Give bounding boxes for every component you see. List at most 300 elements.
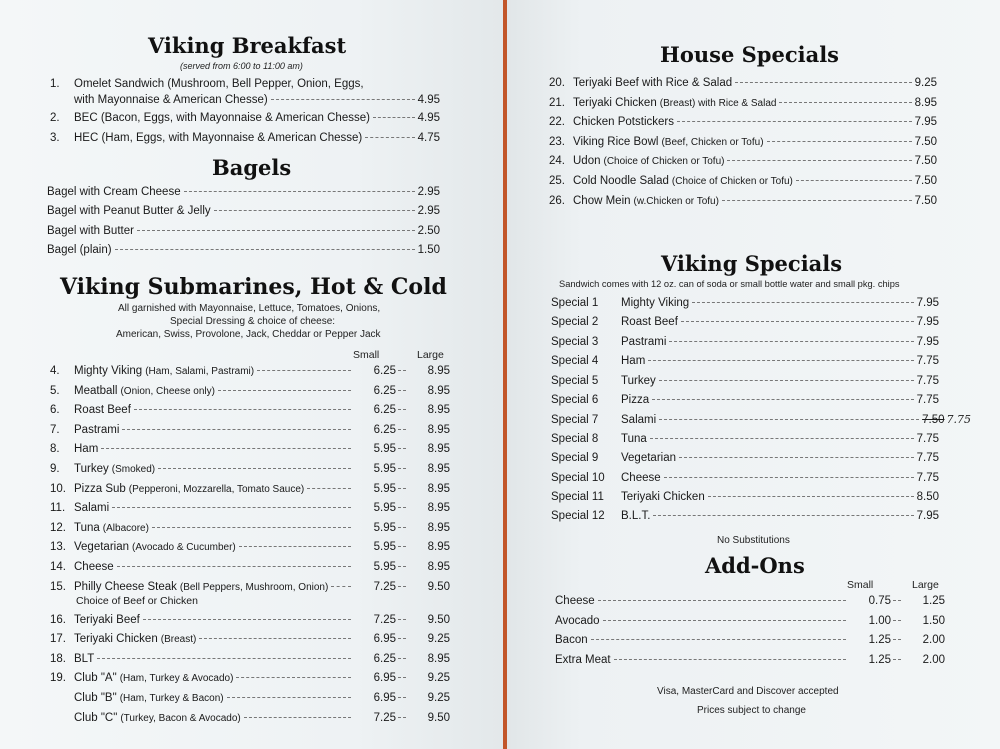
leader-dots bbox=[97, 658, 351, 659]
item-price: 7.50 bbox=[914, 135, 937, 148]
item-name: Club "B" bbox=[74, 692, 117, 704]
leader-dots bbox=[659, 380, 914, 381]
item-number: 5. bbox=[50, 384, 60, 397]
price-large: 8.95 bbox=[427, 652, 450, 665]
special-number: Special 6 bbox=[551, 394, 599, 406]
price-small: 7.25 bbox=[373, 711, 396, 724]
sub-item bbox=[50, 404, 450, 420]
cards-accepted: Visa, MasterCard and Discover accepted bbox=[657, 686, 839, 697]
item-number: 20. bbox=[549, 77, 565, 89]
house-item bbox=[549, 136, 937, 152]
item-number: 22. bbox=[549, 116, 565, 129]
item-price: 2.50 bbox=[417, 224, 440, 237]
item-price: 7.75 bbox=[916, 394, 939, 406]
price-large: 9.25 bbox=[427, 633, 450, 646]
leader-dots bbox=[893, 659, 901, 660]
item-number: 25. bbox=[549, 175, 565, 187]
menu-right-page bbox=[507, 0, 1000, 749]
item-number: 26. bbox=[549, 194, 565, 207]
leader-dots bbox=[708, 496, 914, 497]
price-large: 8.95 bbox=[427, 404, 450, 417]
sub-item bbox=[50, 541, 450, 557]
price-large: 8.95 bbox=[427, 423, 450, 436]
price-small: 1.00 bbox=[868, 614, 891, 627]
leader-dots bbox=[398, 638, 406, 639]
leader-dots bbox=[692, 302, 913, 303]
item-price: 7.50 bbox=[914, 155, 937, 168]
item-name: Pastrami bbox=[74, 423, 120, 436]
leader-dots bbox=[398, 658, 406, 659]
sub-item bbox=[50, 424, 450, 440]
item-number: 4. bbox=[50, 365, 60, 377]
breakfast-item bbox=[50, 132, 440, 148]
item-number: 17. bbox=[50, 633, 66, 646]
item-desc: (Pepperoni, Mozzarella, Tomato Sauce) bbox=[128, 483, 305, 495]
item-number: 6. bbox=[50, 404, 60, 417]
price-large: 2.00 bbox=[922, 653, 945, 666]
item-desc: (Bell Peppers, Mushroom, Onion) bbox=[179, 581, 329, 593]
leader-dots bbox=[184, 191, 415, 192]
item-number: 9. bbox=[50, 463, 60, 475]
leader-dots bbox=[137, 230, 415, 231]
leader-dots bbox=[669, 341, 913, 342]
price-small: 5.95 bbox=[373, 541, 396, 554]
item-desc: (Albacore) bbox=[102, 522, 149, 534]
item-name: Omelet Sandwich (Mushroom, Bell Pepper, Onion, Eggs, bbox=[74, 78, 364, 90]
item-name: Cheese bbox=[555, 595, 595, 607]
item-price: 7.50 bbox=[914, 194, 937, 207]
item-price: 7.75 bbox=[916, 355, 939, 368]
addons-col-small: Small bbox=[847, 579, 874, 591]
sub-item bbox=[50, 522, 450, 538]
price-small: 6.25 bbox=[373, 652, 396, 665]
price-large: 8.95 bbox=[427, 521, 450, 534]
item-name: Roast Beef bbox=[74, 404, 131, 417]
leader-dots bbox=[398, 566, 406, 567]
house-item bbox=[549, 155, 937, 171]
leader-dots bbox=[591, 639, 846, 640]
price-large: 1.50 bbox=[922, 614, 945, 627]
sub-item bbox=[50, 385, 450, 401]
item-desc: (Breast) bbox=[160, 634, 197, 646]
special-item bbox=[551, 491, 939, 507]
special-number: Special 5 bbox=[551, 374, 599, 387]
sub-item bbox=[50, 502, 450, 518]
special-item bbox=[551, 297, 939, 313]
item-name: Salami bbox=[74, 502, 110, 515]
item-name: Ham bbox=[621, 355, 646, 368]
item-price: 7.95 bbox=[914, 116, 937, 129]
price-small: 6.95 bbox=[373, 633, 396, 646]
item-name: Pizza bbox=[621, 394, 650, 406]
leader-dots bbox=[239, 546, 351, 547]
leader-dots bbox=[101, 448, 351, 449]
special-number: Special 11 bbox=[551, 491, 604, 503]
item-number: 18. bbox=[50, 652, 66, 665]
leader-dots bbox=[653, 515, 913, 516]
bagel-item bbox=[47, 244, 440, 260]
leader-dots bbox=[152, 527, 351, 528]
leader-dots bbox=[218, 390, 351, 391]
leader-dots bbox=[598, 600, 846, 601]
no-substitutions: No Substitutions bbox=[717, 535, 790, 546]
house-item bbox=[549, 175, 937, 191]
item-name: Bagel with Peanut Butter & Jelly bbox=[47, 205, 211, 218]
item-name: Pizza Sub bbox=[74, 482, 126, 495]
sub-item bbox=[50, 483, 450, 499]
item-name: Teriyaki Beef with Rice & Salad bbox=[573, 77, 733, 89]
item-desc: (Beef, Chicken or Tofu) bbox=[661, 136, 764, 148]
price-large: 8.95 bbox=[427, 482, 450, 495]
price-large: 8.95 bbox=[427, 443, 450, 456]
price-large: 8.95 bbox=[427, 463, 450, 475]
breakfast-item-line2 bbox=[74, 94, 440, 110]
price-large: 9.25 bbox=[427, 672, 450, 685]
item-name: Cheese bbox=[74, 561, 114, 573]
price-large: 8.95 bbox=[427, 502, 450, 515]
item-price: 4.95 bbox=[417, 94, 440, 106]
item-name: Vegetarian bbox=[621, 452, 676, 465]
special-number: Special 7 bbox=[551, 414, 599, 427]
item-number: 2. bbox=[50, 112, 60, 124]
item-name: Chicken Potstickers bbox=[573, 116, 674, 129]
sub-item bbox=[50, 653, 450, 669]
price-small: 6.95 bbox=[373, 692, 396, 704]
item-name: Pastrami bbox=[621, 335, 667, 348]
bagel-item bbox=[47, 205, 440, 221]
item-desc: (Avocado & Cucumber) bbox=[132, 542, 236, 554]
price-large: 9.25 bbox=[427, 692, 450, 704]
leader-dots bbox=[398, 586, 406, 587]
item-desc: (Choice of Chicken or Tofu) bbox=[603, 156, 725, 168]
item-price: 7.95 bbox=[916, 335, 939, 348]
item-name: Cheese bbox=[621, 471, 661, 484]
leader-dots bbox=[158, 468, 351, 469]
leader-dots bbox=[398, 619, 406, 620]
item-name: Bagel with Butter bbox=[47, 224, 134, 237]
item-price: 8.95 bbox=[914, 96, 937, 109]
leader-dots bbox=[244, 717, 351, 718]
price-small: 5.95 bbox=[373, 463, 396, 475]
item-name: B.L.T. bbox=[621, 510, 651, 523]
leader-dots bbox=[134, 409, 351, 410]
sub-item bbox=[50, 561, 450, 577]
leader-dots bbox=[199, 638, 351, 639]
item-price: 7.75 bbox=[916, 452, 939, 465]
special-item bbox=[551, 413, 971, 429]
item-name: Teriyaki Chicken bbox=[621, 491, 705, 503]
addon-item bbox=[555, 634, 945, 650]
price-small: 5.95 bbox=[373, 561, 396, 573]
subs-note-line3: American, Swiss, Provolone, Jack, Cheddar or Pepper Jack bbox=[116, 329, 381, 340]
price-small: 6.25 bbox=[373, 365, 396, 377]
house-item bbox=[549, 77, 937, 93]
item-name: Bacon bbox=[555, 634, 588, 646]
item-name: Roast Beef bbox=[621, 316, 678, 329]
item-number: 8. bbox=[50, 443, 60, 456]
price-small: 5.95 bbox=[373, 502, 396, 515]
leader-dots bbox=[271, 99, 415, 100]
price-small: 7.25 bbox=[373, 580, 396, 593]
item-name: Bagel (plain) bbox=[47, 243, 112, 256]
leader-dots bbox=[373, 117, 415, 118]
item-desc: (Choice of Chicken or Tofu) bbox=[671, 176, 793, 187]
item-number: 14. bbox=[50, 561, 66, 573]
price-small: 7.25 bbox=[373, 613, 396, 626]
item-number: 12. bbox=[50, 521, 66, 534]
special-number: Special 10 bbox=[551, 471, 605, 484]
breakfast-item bbox=[50, 112, 440, 128]
leader-dots bbox=[893, 620, 901, 621]
item-desc: (Smoked) bbox=[111, 464, 156, 475]
price-small: 5.95 bbox=[373, 521, 396, 534]
item-name: Extra Meat bbox=[555, 653, 611, 666]
sub-item bbox=[50, 692, 450, 708]
leader-dots bbox=[143, 619, 351, 620]
price-large: 1.25 bbox=[922, 595, 945, 607]
special-number: Special 1 bbox=[551, 297, 599, 309]
item-number: 1. bbox=[50, 78, 60, 90]
item-name: Club "C" bbox=[74, 711, 118, 724]
item-price: 2.95 bbox=[417, 186, 440, 198]
leader-dots bbox=[236, 677, 351, 678]
special-number: Special 4 bbox=[551, 355, 599, 368]
addon-item bbox=[555, 654, 945, 670]
item-desc: (Ham, Turkey & Avocado) bbox=[119, 673, 234, 685]
special-item bbox=[551, 452, 939, 468]
leader-dots bbox=[398, 697, 406, 698]
item-name: Turkey bbox=[621, 374, 656, 387]
item-number: 10. bbox=[50, 482, 66, 495]
leader-dots bbox=[727, 160, 911, 161]
item-name: Teriyaki Chicken bbox=[573, 96, 657, 109]
bagel-item bbox=[47, 225, 440, 241]
item-name: Bagel with Cream Cheese bbox=[47, 186, 181, 198]
price-small: 5.95 bbox=[373, 443, 396, 456]
special-item bbox=[551, 375, 939, 391]
item-name: Cold Noodle Salad bbox=[573, 175, 669, 187]
item-name: Salami bbox=[621, 414, 657, 427]
subs-title: Viking Submarines, Hot & Cold bbox=[60, 274, 447, 300]
item-name: Ham bbox=[74, 443, 99, 456]
item-desc: (Ham, Turkey & Bacon) bbox=[119, 693, 224, 704]
price-large: 9.50 bbox=[427, 613, 450, 626]
leader-dots bbox=[779, 102, 911, 103]
special-item bbox=[551, 472, 939, 488]
price-large: 2.00 bbox=[922, 634, 945, 646]
sub-item bbox=[50, 614, 450, 630]
item-price: 9.25 bbox=[914, 77, 937, 89]
item-price: 7.75 bbox=[916, 432, 939, 445]
leader-dots bbox=[398, 546, 406, 547]
leader-dots bbox=[664, 477, 914, 478]
special-item bbox=[551, 336, 939, 352]
leader-dots bbox=[117, 566, 351, 567]
leader-dots bbox=[398, 409, 406, 410]
item-price: 7.50 bbox=[914, 175, 937, 187]
sub-item bbox=[50, 365, 450, 381]
leader-dots bbox=[307, 488, 351, 489]
item-name: Tuna bbox=[74, 521, 100, 534]
leader-dots bbox=[893, 639, 901, 640]
price-large: 8.95 bbox=[427, 365, 450, 377]
breakfast-hours: (served from 6:00 to 11:00 am) bbox=[180, 61, 303, 71]
subs-note-line1: All garnished with Mayonnaise, Lettuce, Tomatoes, Onions, bbox=[118, 303, 381, 314]
leader-dots bbox=[648, 360, 913, 361]
leader-dots bbox=[214, 210, 415, 211]
sub-item bbox=[50, 633, 450, 649]
item-price: 1.50 bbox=[417, 243, 440, 256]
philly-second-line: Choice of Beef or Chicken bbox=[76, 595, 198, 607]
leader-dots bbox=[112, 507, 351, 508]
leader-dots bbox=[257, 370, 351, 371]
bagel-item bbox=[47, 186, 440, 202]
sub-item bbox=[50, 712, 450, 728]
price-small: 1.25 bbox=[868, 634, 891, 646]
leader-dots bbox=[365, 137, 414, 138]
leader-dots bbox=[659, 419, 919, 420]
item-price: 8.50 bbox=[916, 491, 939, 503]
leader-dots bbox=[722, 200, 912, 201]
item-price: 2.95 bbox=[417, 205, 440, 218]
leader-dots bbox=[122, 429, 351, 430]
subs-col-large: Large bbox=[417, 349, 444, 361]
price-small: 6.25 bbox=[373, 384, 396, 397]
item-name: Teriyaki Chicken bbox=[74, 633, 158, 646]
price-large: 8.95 bbox=[427, 561, 450, 573]
special-number: Special 3 bbox=[551, 335, 599, 348]
addon-item bbox=[555, 615, 945, 631]
item-name: Club "A" bbox=[74, 672, 117, 685]
item-name: Mighty Viking bbox=[74, 365, 143, 377]
item-price: 7.95 bbox=[916, 297, 939, 309]
sub-item bbox=[50, 463, 450, 479]
leader-dots bbox=[115, 249, 415, 250]
house-item bbox=[549, 116, 937, 132]
sub-item bbox=[50, 443, 450, 459]
leader-dots bbox=[398, 677, 406, 678]
item-name: Tuna bbox=[621, 432, 647, 445]
item-name-cont: with Mayonnaise & American Chesse) bbox=[74, 94, 268, 106]
leader-dots bbox=[398, 717, 406, 718]
item-price: 7.75 bbox=[916, 471, 939, 484]
item-name: Viking Rice Bowl bbox=[573, 135, 659, 148]
house-specials-title: House Specials bbox=[660, 42, 839, 67]
item-price: 4.95 bbox=[417, 112, 440, 124]
item-number: 11. bbox=[50, 502, 66, 515]
subs-note-line2: Special Dressing & choice of cheese: bbox=[170, 316, 336, 327]
leader-dots bbox=[398, 370, 406, 371]
leader-dots bbox=[331, 586, 351, 587]
item-number: 15. bbox=[50, 580, 66, 593]
addons-col-large: Large bbox=[912, 579, 939, 591]
special-item bbox=[551, 510, 939, 526]
item-number: 7. bbox=[50, 423, 60, 436]
item-name: Avocado bbox=[555, 614, 600, 627]
special-item bbox=[551, 394, 939, 410]
item-number: 3. bbox=[50, 132, 60, 144]
leader-dots bbox=[398, 448, 406, 449]
breakfast-title: Viking Breakfast bbox=[148, 33, 347, 58]
item-name: HEC (Ham, Eggs, with Mayonnaise & American Chesse) bbox=[74, 132, 363, 144]
item-name: BLT bbox=[74, 652, 95, 665]
item-desc: (w.Chicken or Tofu) bbox=[633, 195, 719, 207]
item-desc: (Breast) with Rice & Salad bbox=[659, 97, 777, 109]
leader-dots bbox=[398, 468, 406, 469]
item-desc: (Onion, Cheese only) bbox=[120, 385, 215, 397]
viking-specials-note: Sandwich comes with 12 oz. can of soda or small bottle water and small pkg. chips bbox=[559, 279, 900, 289]
special-number: Special 12 bbox=[551, 510, 605, 523]
leader-dots bbox=[398, 527, 406, 528]
leader-dots bbox=[679, 457, 914, 458]
item-price: 7.75 bbox=[916, 374, 939, 387]
leader-dots bbox=[767, 141, 912, 142]
item-name: BEC (Bacon, Eggs, with Mayonnaise & American Chesse) bbox=[74, 112, 370, 124]
leader-dots bbox=[652, 399, 913, 400]
leader-dots bbox=[650, 438, 914, 439]
leader-dots bbox=[398, 429, 406, 430]
item-name: Udon bbox=[573, 155, 601, 168]
addons-title: Add-Ons bbox=[705, 553, 805, 578]
leader-dots bbox=[227, 697, 351, 698]
special-number: Special 8 bbox=[551, 432, 599, 445]
leader-dots bbox=[796, 180, 912, 181]
price-large: 9.50 bbox=[427, 580, 450, 593]
subs-col-small: Small bbox=[353, 349, 380, 361]
price-large: 8.95 bbox=[427, 541, 450, 554]
leader-dots bbox=[614, 659, 846, 660]
leader-dots bbox=[398, 390, 406, 391]
leader-dots bbox=[735, 82, 911, 83]
item-name: Vegetarian bbox=[74, 541, 129, 554]
leader-dots bbox=[398, 507, 406, 508]
item-price: 7.95 bbox=[916, 510, 939, 523]
handwritten-price: 7.75 bbox=[946, 413, 971, 427]
price-small: 5.95 bbox=[373, 482, 396, 495]
prices-change: Prices subject to change bbox=[697, 705, 806, 716]
item-name: Teriyaki Beef bbox=[74, 613, 140, 626]
special-item bbox=[551, 433, 939, 449]
item-name: Mighty Viking bbox=[621, 297, 690, 309]
item-number: 24. bbox=[549, 155, 565, 168]
leader-dots bbox=[398, 488, 406, 489]
leader-dots bbox=[677, 121, 912, 122]
special-number: Special 9 bbox=[551, 452, 599, 465]
breakfast-item bbox=[50, 78, 440, 94]
item-price: 7.95 bbox=[916, 316, 939, 329]
addon-item bbox=[555, 595, 945, 611]
special-item bbox=[551, 316, 939, 332]
house-item bbox=[549, 97, 937, 113]
item-number: 19. bbox=[50, 672, 66, 685]
item-name: Turkey bbox=[74, 463, 109, 475]
sub-item bbox=[50, 672, 450, 688]
item-name: Chow Mein bbox=[573, 194, 631, 207]
item-number: 16. bbox=[50, 613, 66, 626]
leader-dots bbox=[603, 620, 846, 621]
bagels-title: Bagels bbox=[212, 155, 292, 180]
item-desc: (Ham, Salami, Pastrami) bbox=[145, 366, 255, 377]
item-name: Meatball bbox=[74, 384, 118, 397]
special-item bbox=[551, 355, 939, 371]
house-item bbox=[549, 195, 937, 211]
price-small: 0.75 bbox=[868, 595, 891, 607]
item-number: 13. bbox=[50, 541, 66, 554]
item-number: 23. bbox=[549, 135, 565, 148]
special-number: Special 2 bbox=[551, 316, 599, 329]
item-number: 21. bbox=[549, 96, 565, 109]
price-small: 1.25 bbox=[868, 653, 891, 666]
